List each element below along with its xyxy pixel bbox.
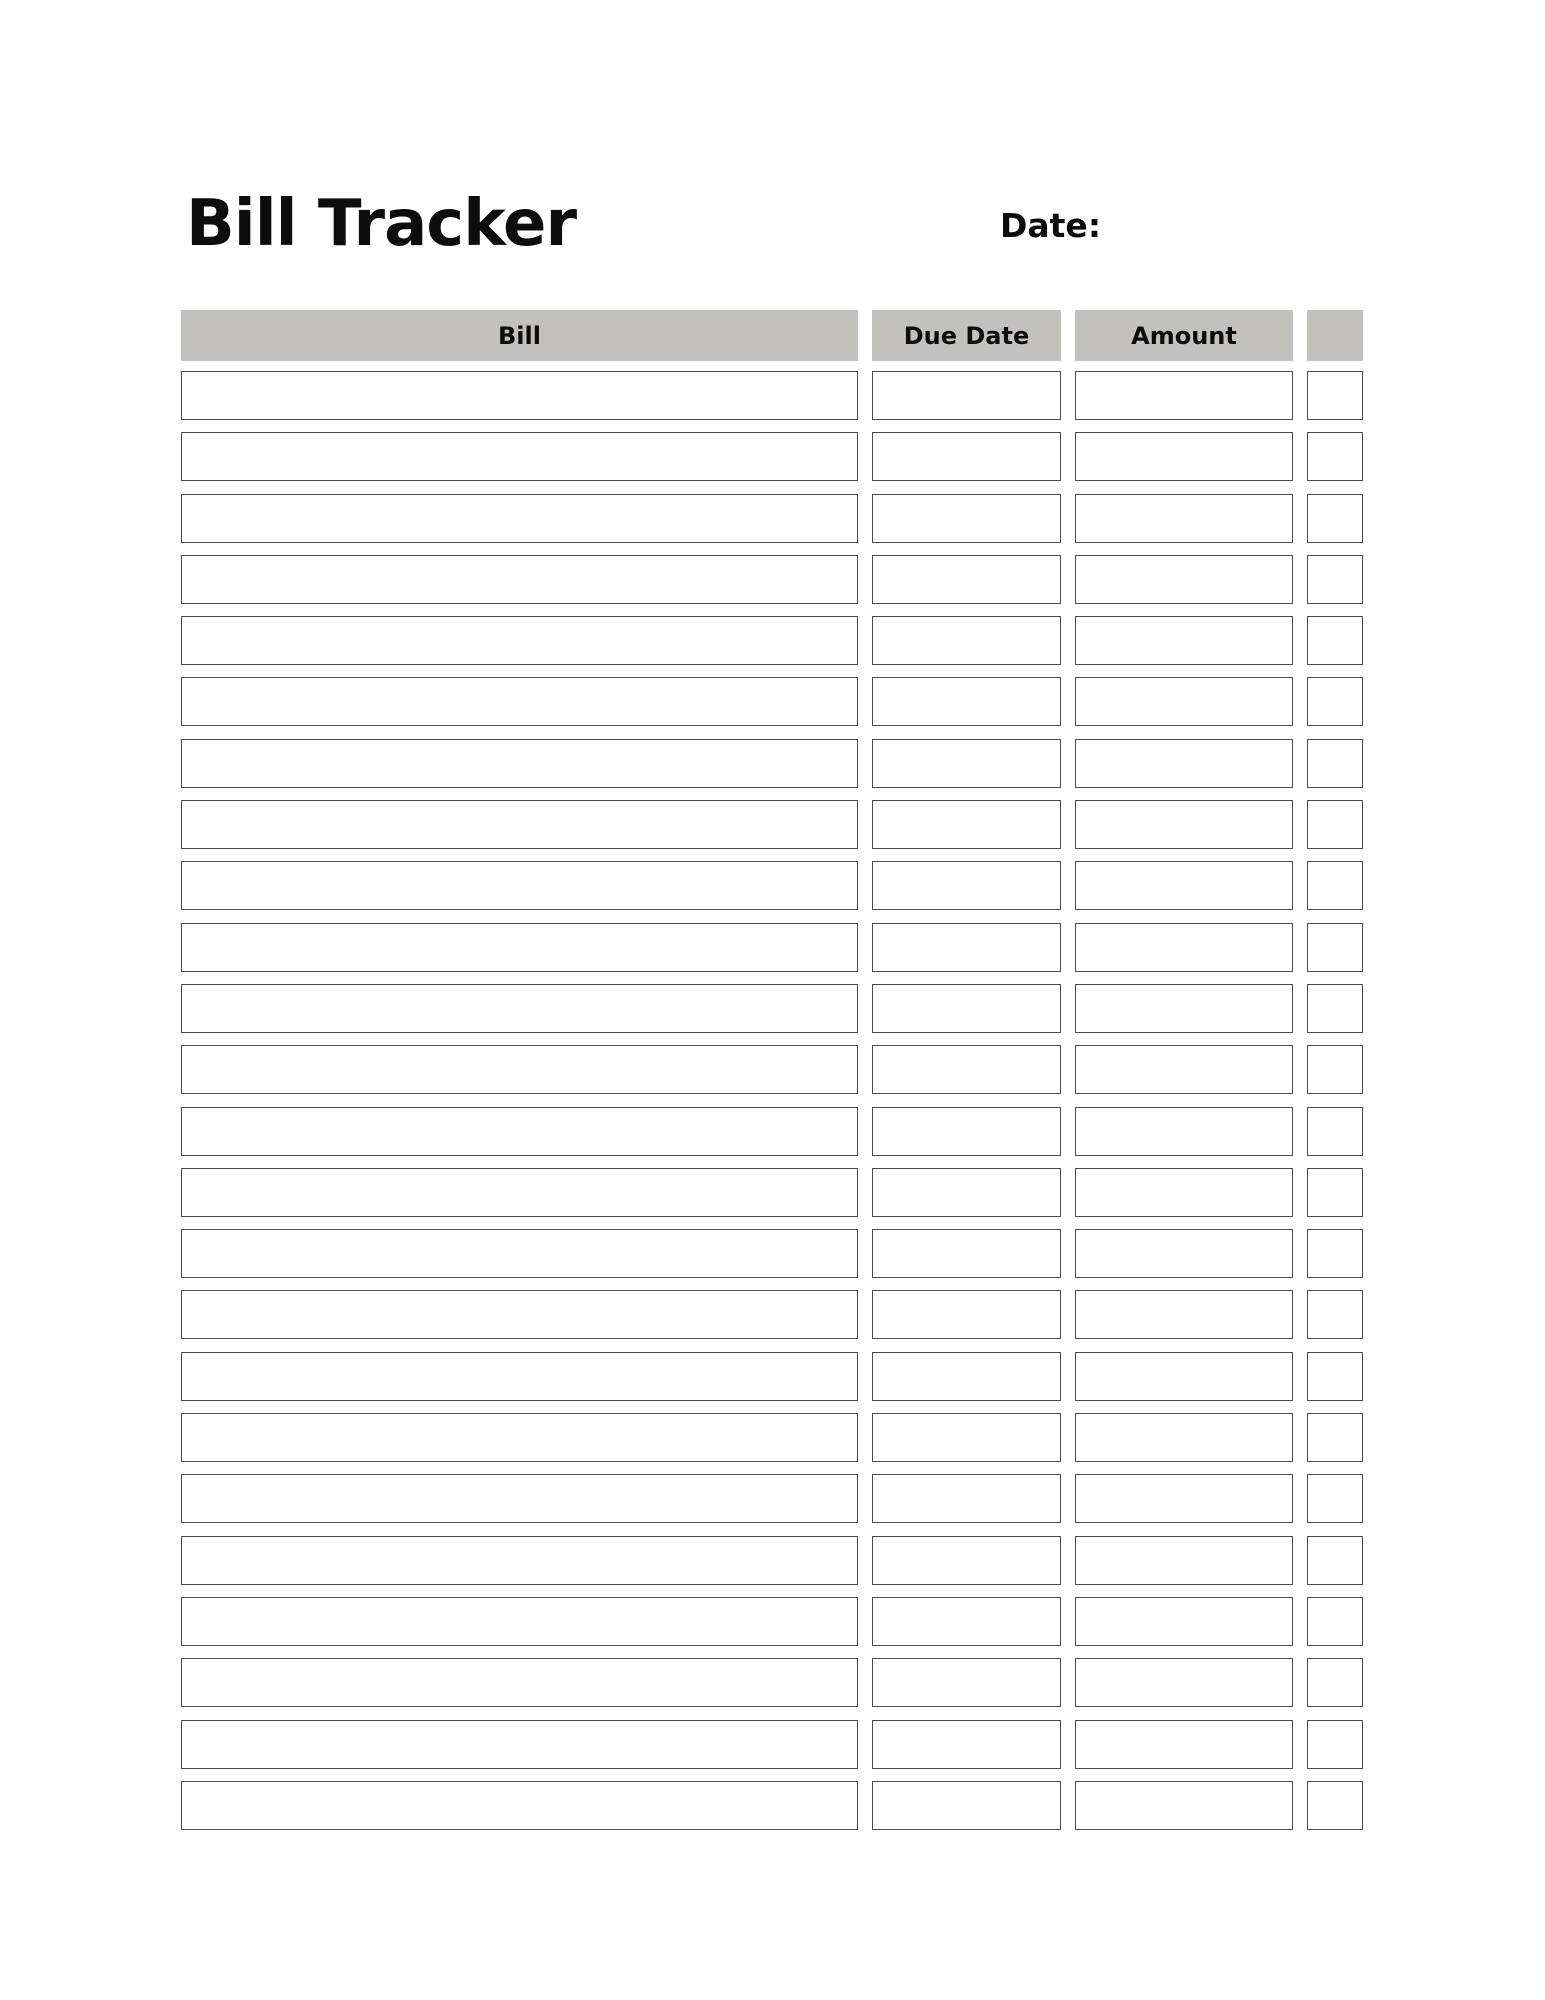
amount-cell[interactable] [1075, 616, 1293, 665]
bill-cell[interactable] [181, 739, 858, 788]
paid-cell[interactable] [1307, 1474, 1363, 1523]
paid-cell[interactable] [1307, 1536, 1363, 1585]
bill-cell[interactable] [181, 1107, 858, 1156]
amount-cell[interactable] [1075, 1536, 1293, 1585]
bill-cell[interactable] [181, 1658, 858, 1707]
due-date-cell[interactable] [872, 1781, 1061, 1830]
due-date-cell[interactable] [872, 1045, 1061, 1094]
amount-cell[interactable] [1075, 371, 1293, 420]
due-date-cell[interactable] [872, 432, 1061, 481]
paid-cell[interactable] [1307, 1658, 1363, 1707]
bill-cell[interactable] [181, 800, 858, 849]
amount-cell[interactable] [1075, 800, 1293, 849]
paid-cell[interactable] [1307, 1229, 1363, 1278]
paid-cell[interactable] [1307, 1597, 1363, 1646]
page-title: Bill Tracker [186, 187, 576, 261]
due-date-cell[interactable] [872, 1107, 1061, 1156]
amount-cell[interactable] [1075, 739, 1293, 788]
bill-cell[interactable] [181, 1536, 858, 1585]
bill-cell[interactable] [181, 1168, 858, 1217]
amount-cell[interactable] [1075, 1290, 1293, 1339]
amount-cell[interactable] [1075, 1658, 1293, 1707]
paid-cell[interactable] [1307, 1290, 1363, 1339]
due-date-cell[interactable] [872, 923, 1061, 972]
bill-cell[interactable] [181, 1597, 858, 1646]
paid-cell[interactable] [1307, 923, 1363, 972]
amount-cell[interactable] [1075, 677, 1293, 726]
paid-cell[interactable] [1307, 494, 1363, 543]
bill-cell[interactable] [181, 1229, 858, 1278]
due-date-cell[interactable] [872, 861, 1061, 910]
bill-cell[interactable] [181, 1290, 858, 1339]
amount-cell[interactable] [1075, 861, 1293, 910]
paid-cell[interactable] [1307, 1720, 1363, 1769]
amount-cell[interactable] [1075, 1107, 1293, 1156]
due-date-cell[interactable] [872, 1229, 1061, 1278]
amount-cell[interactable] [1075, 1045, 1293, 1094]
amount-cell[interactable] [1075, 1352, 1293, 1401]
bill-cell[interactable] [181, 616, 858, 665]
due-date-cell[interactable] [872, 494, 1061, 543]
amount-cell[interactable] [1075, 494, 1293, 543]
due-date-cell[interactable] [872, 371, 1061, 420]
due-date-cell[interactable] [872, 1474, 1061, 1523]
due-date-cell[interactable] [872, 677, 1061, 726]
bill-cell[interactable] [181, 555, 858, 604]
bill-cell[interactable] [181, 1474, 858, 1523]
paid-cell[interactable] [1307, 1413, 1363, 1462]
paid-cell[interactable] [1307, 371, 1363, 420]
paid-cell[interactable] [1307, 1168, 1363, 1217]
due-date-cell[interactable] [872, 800, 1061, 849]
bill-cell[interactable] [181, 861, 858, 910]
amount-cell[interactable] [1075, 555, 1293, 604]
paid-cell[interactable] [1307, 555, 1363, 604]
due-date-cell[interactable] [872, 1720, 1061, 1769]
amount-cell[interactable] [1075, 984, 1293, 1033]
due-date-cell[interactable] [872, 739, 1061, 788]
amount-cell[interactable] [1075, 1474, 1293, 1523]
date-label: Date: [1000, 206, 1102, 245]
paid-cell[interactable] [1307, 432, 1363, 481]
amount-cell[interactable] [1075, 1597, 1293, 1646]
bill-cell[interactable] [181, 984, 858, 1033]
paid-cell[interactable] [1307, 1781, 1363, 1830]
paid-cell[interactable] [1307, 677, 1363, 726]
bill-cell[interactable] [181, 494, 858, 543]
bill-cell[interactable] [181, 371, 858, 420]
column-header-paid [1307, 310, 1363, 361]
amount-cell[interactable] [1075, 1413, 1293, 1462]
paid-cell[interactable] [1307, 1045, 1363, 1094]
due-date-cell[interactable] [872, 1290, 1061, 1339]
paid-cell[interactable] [1307, 861, 1363, 910]
amount-cell[interactable] [1075, 923, 1293, 972]
amount-cell[interactable] [1075, 1168, 1293, 1217]
paid-cell[interactable] [1307, 1107, 1363, 1156]
paid-cell[interactable] [1307, 739, 1363, 788]
bill-cell[interactable] [181, 432, 858, 481]
paid-cell[interactable] [1307, 616, 1363, 665]
bill-cell[interactable] [181, 1352, 858, 1401]
amount-cell[interactable] [1075, 1781, 1293, 1830]
due-date-cell[interactable] [872, 1658, 1061, 1707]
amount-cell[interactable] [1075, 1229, 1293, 1278]
column-header-bill: Bill [181, 310, 858, 361]
column-header-amount: Amount [1075, 310, 1293, 361]
bill-cell[interactable] [181, 1720, 858, 1769]
bill-cell[interactable] [181, 923, 858, 972]
due-date-cell[interactable] [872, 1413, 1061, 1462]
bill-tracker-table [181, 310, 1363, 1842]
column-header-due-date: Due Date [872, 310, 1061, 361]
bill-cell[interactable] [181, 1781, 858, 1830]
bill-cell[interactable] [181, 677, 858, 726]
due-date-cell[interactable] [872, 984, 1061, 1033]
due-date-cell[interactable] [872, 616, 1061, 665]
bill-cell[interactable] [181, 1413, 858, 1462]
due-date-cell[interactable] [872, 1536, 1061, 1585]
paid-cell[interactable] [1307, 984, 1363, 1033]
bill-cell[interactable] [181, 1045, 858, 1094]
due-date-cell[interactable] [872, 1168, 1061, 1217]
due-date-cell[interactable] [872, 1597, 1061, 1646]
paid-cell[interactable] [1307, 1352, 1363, 1401]
due-date-cell[interactable] [872, 555, 1061, 604]
amount-cell[interactable] [1075, 1720, 1293, 1769]
amount-cell[interactable] [1075, 432, 1293, 481]
due-date-cell[interactable] [872, 1352, 1061, 1401]
paid-cell[interactable] [1307, 800, 1363, 849]
